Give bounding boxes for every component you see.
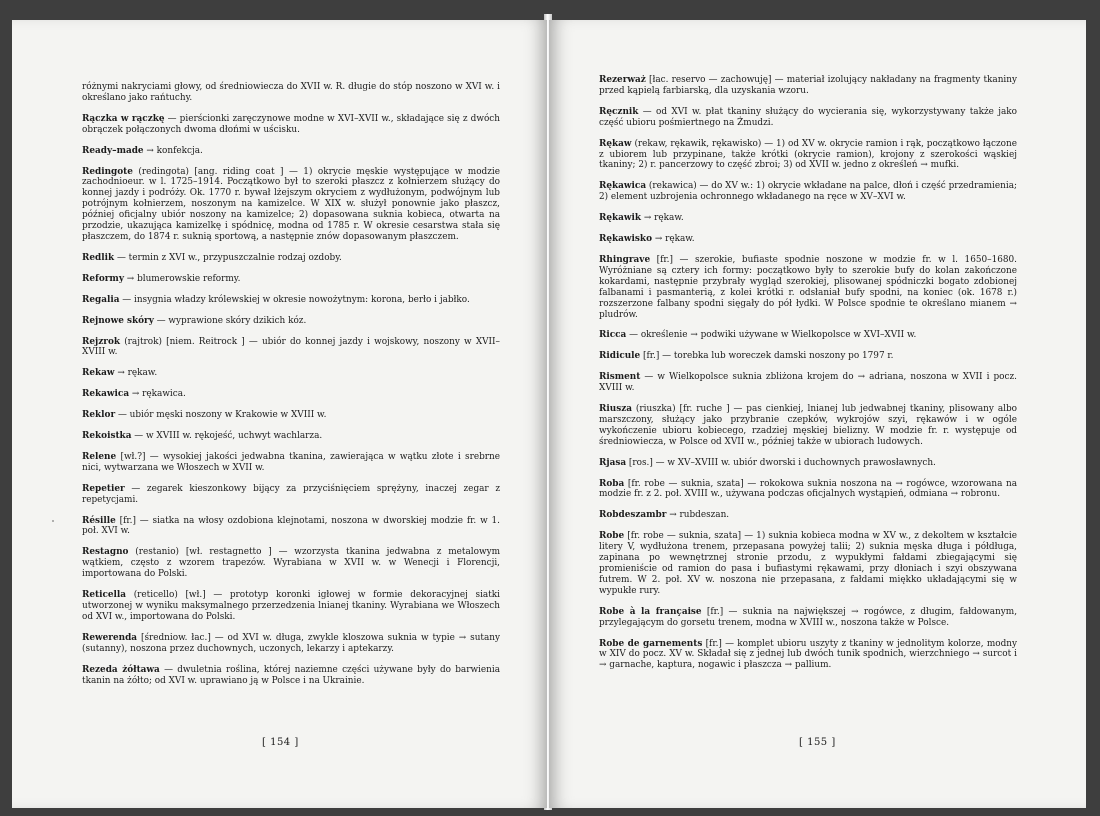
dictionary-entry: [599, 404, 1017, 448]
dictionary-entry: [82, 114, 500, 136]
entry-headword: Robdeszambr: [599, 510, 667, 521]
right-page: [549, 20, 1086, 808]
entry-definition: (riuszka) [fr. ruche ] — pas cienkiej, lnianej lub jedwabnej tkaniny, plisowany albo marszczony, służący jako przybranie czepków, wykrojów szyi, rękawów i w ogóle wykończenie ubioru kobiecego, rzadziej męskiej bielizny. W modzie fr. r. występuje od średniowiecza, w Polsce od XVII w., później także w ubiorach ludowych.: [599, 404, 1017, 447]
entry-headword: Relene: [82, 451, 117, 462]
dictionary-entry: [599, 107, 1017, 129]
entry-definition: → blumerowskie reformy.: [123, 273, 241, 284]
dictionary-entry: [82, 146, 500, 157]
dictionary-entry: [82, 547, 500, 580]
entry-definition: (reticello) [wł.] — prototyp koronki igłowej w formie dekoracyjnej siatki utworzonej w wyniku maksymalnego przerzedzenia lnianej tkaniny. Wyrabiana we Włoszech od XVI w., importowana do Polski.: [82, 590, 500, 622]
dictionary-entry: [599, 75, 1017, 97]
dictionary-entry: [82, 82, 500, 104]
entry-headword: Repetier: [82, 483, 125, 494]
entry-definition: — dwuletnia roślina, której naziemne części używane były do barwienia tkanin na żółto; od XVI w. uprawiano ją w Polsce i na Ukrainie.: [82, 664, 500, 686]
dictionary-entry: [82, 484, 500, 506]
entry-headword: Rękawik: [599, 213, 642, 224]
dictionary-entry: [599, 458, 1017, 469]
entry-definition: → konfekcja.: [143, 145, 203, 156]
dictionary-entry: [599, 372, 1017, 394]
dictionary-entry: [82, 410, 500, 421]
dictionary-entry: [82, 452, 500, 474]
scan-speck: [52, 520, 54, 522]
entry-definition: — zegarek kieszonkowy bijący za przyciśnięciem sprężyny, inaczej zegar z repetycjami.: [82, 483, 500, 505]
dictionary-entry: [82, 431, 500, 442]
dictionary-entry: [82, 368, 500, 379]
entry-definition: [łac. reservo — zachowuję] — materiał izolujący nakładany na fragmenty tkaniny przed kąpielą farbiarską, dla uzyskania wzoru.: [599, 75, 1017, 96]
entry-definition: (rekawica) — do XV w.: 1) okrycie wkładane na palce, dłoń i część przedramienia; 2) element uzbrojenia ochronnego wkładanego na ręce w XV–XVI w.: [599, 181, 1017, 203]
entry-definition: → rękawica.: [129, 389, 186, 400]
entry-definition: [fr.] — komplet ubioru uszyty z tkaniny w jednolitym kolorze, modny w XIV do pocz. XV w. Składał się z jednej lub dwóch tunik spodnich, wierzchniego → surcot i → garnache, kaptura, nogawic i płaszcza → pallium.: [599, 638, 1018, 671]
dictionary-entry: [599, 255, 1017, 320]
entry-headword: Rejzrok: [82, 336, 121, 347]
dictionary-entry: [82, 274, 500, 285]
entry-headword: Robe à la française: [599, 606, 702, 617]
entry-definition: [średniow. łac.] — od XVI w. długa, zwykle kloszowa suknia w typie → sutany (sutanny), noszona przez duchownych, uczonych, lekarzy i aptekarzy.: [82, 632, 500, 654]
entry-headword: Reticella: [82, 590, 127, 601]
entry-headword: Rekaw: [82, 368, 115, 379]
entry-headword: Rjasa: [599, 457, 627, 468]
entry-definition: [fr. robe — suknia, szata] — 1) suknia kobieca modna w XV w., z dekoltem w kształcie litery V, wydłużona trenem, przepasana powyżej talii; 2) suknia męska długa i półdługa, zapinana po wewnętrznej stronie przodu, z wypukłymi fałdami zbiegającymi się promieniście od ramion do pasa i bufiastymi rękawami, przy dłoniach i szyi obszywana futrem. W 2. poł. XV w. noszona nie przepasana, z fałdami miękko układającymi się w wypukłe rury.: [599, 531, 1017, 596]
dictionary-entry: [82, 167, 500, 243]
page-number: [ 154 ]: [262, 737, 299, 748]
entry-headword: Reformy: [82, 273, 124, 284]
entry-headword: Risment: [599, 372, 641, 383]
entry-headword: Rączka w rączkę: [82, 113, 165, 124]
entry-definition: [fr.] — suknia na największej → rogówce, z długim, fałdowanym, przylegającym do gorsetu trenem, modna w XVIII w., noszona także w Polsce.: [599, 606, 1018, 628]
entry-headword: Rękawisko: [599, 234, 652, 245]
entry-headword: Riusza: [599, 404, 632, 415]
entry-definition: — w Wielkopolsce suknia zbliżona krojem do → adriana, noszona w XVII i pocz. XVIII w.: [599, 372, 1017, 394]
dictionary-entry: [82, 295, 500, 306]
entry-headword: Ridicule: [599, 351, 641, 362]
entry-definition: [fr. robe — suknia, szata] — rokokowa suknia noszona na → rogówce, wzorowana na modzie fr. z 2. poł. XVIII w., używana podczas oficjalnych wystąpień, odmiana → robronu.: [599, 478, 1017, 500]
entry-definition: → rękaw.: [652, 234, 695, 245]
dictionary-entry: [599, 479, 1017, 501]
dictionary-entry: [599, 531, 1017, 596]
entry-definition: [fr.] — szerokie, bufiaste spodnie noszone w modzie fr. w l. 1650–1680. Wyróżniane są cztery ich formy: początkowo były to szerokie bufy do kolan zakończone kokardami, następnie przybrały wygląd szerokiej, plisowanej spódniczki bogato zdobionej falbanami i pasmanterią, z kolei krótki r. odsłaniał bufy spodni, na koniec (ok. 1678 r.) rozszerzone falbany spodni sięgały do pół łydki. W Polsce spodnie te określano mianem → pludrów.: [599, 254, 1017, 320]
dictionary-entry: [82, 337, 500, 359]
entry-definition: [fr.] — torebka lub woreczek damski noszony po 1797 r.: [640, 351, 894, 362]
entry-definition: (redingota) [ang. riding coat ] — 1) okrycie męskie występujące w modzie zachodnioeur. w l. 1725–1914. Początkowo był to szeroki płaszcz z kołnierzem służący do konnej jazdy i podróży. Ok. 1770 r. bywał lżejszym okryciem z wydłużonym, podwójnym lub potrójnym kołnierzem, noszonym na kamizelce. W XIX w. służył ponownie jako płaszcz, później oficjalny ubiór noszony na kamizelce; 2) dopasowana suknia kobieca, otwarta na przodzie, ukazująca kamizelkę i spódnicę, modna od 1785 r. W okresie cesarstwa stała się płaszczem, do 1874 r. suknią sportową, a następnie znów dopasowanym płaszczem.: [82, 166, 500, 242]
entry-headword: Regalia: [82, 294, 120, 305]
entry-definition: (rekaw, rękawik, rękawisko) — 1) od XV w. okrycie ramion i rąk, początkowo łączone z ubiorem lub przypinane, także krótki (okrycie ramion), krojony z szerokości wąskiej tkaniny; 2) r. pancerzowy to część zbroi; 3) od XVII w. jedno z określeń → mufki.: [599, 138, 1017, 171]
entry-definition: — termin z XVI w., przypuszczalnie rodzaj ozdoby.: [114, 252, 342, 263]
dictionary-entry: [82, 316, 500, 327]
entry-headword: Rhingrave: [599, 254, 651, 265]
dictionary-entry: [82, 665, 500, 687]
entry-headword: Ricca: [599, 330, 627, 341]
entry-headword: Rekoistka: [82, 431, 132, 442]
dictionary-entry: [599, 234, 1017, 245]
entry-headword: Reklor: [82, 410, 116, 421]
dictionary-entry: [82, 516, 500, 538]
entry-definition: różnymi nakryciami głowy, od średniowiecza do XVII w. R. długie do stóp noszono w XVI w. i określano jako rańtuchy.: [82, 82, 500, 103]
left-page: [12, 20, 547, 808]
entry-headword: Rezeda żółtawa: [82, 664, 160, 675]
dictionary-entry: [82, 253, 500, 264]
page-number: [ 155 ]: [799, 737, 836, 748]
entry-headword: Robe: [599, 531, 625, 542]
left-page-column: [82, 82, 500, 696]
dictionary-entry: [599, 213, 1017, 224]
entry-definition: → rękaw.: [114, 368, 158, 379]
entry-headword: Rewerenda: [82, 632, 138, 643]
entry-headword: Rękaw: [599, 138, 632, 149]
dictionary-entry: [599, 639, 1017, 672]
dictionary-entry: [599, 510, 1017, 521]
entry-headword: Restagno: [82, 547, 129, 558]
dictionary-entry: [82, 389, 500, 400]
dictionary-entry: [599, 139, 1017, 172]
entry-headword: Redlik: [82, 252, 115, 263]
entry-headword: Robe de garnements: [599, 638, 703, 649]
entry-headword: Redingote: [82, 166, 133, 177]
entry-headword: Rejnowe skóry: [82, 315, 154, 326]
entry-definition: — w XVIII w. rękojeść, uchwyt wachlarza.: [131, 431, 323, 442]
entry-definition: — pierścionki zaręczynowe modne w XVI–XVII w., składające się z dwóch obrączek połączonych dwoma dłońmi w uścisku.: [82, 113, 500, 135]
right-page-column: [599, 75, 1017, 681]
dictionary-entry: [82, 633, 500, 655]
entry-definition: — ubiór męski noszony w Krakowie w XVIII w.: [115, 410, 327, 421]
entry-definition: [fr.] — siatka na włosy ozdobiona klejnotami, noszona w dworskiej modzie fr. w 1. poł. XVI w.: [82, 515, 500, 537]
entry-definition: [ros.] — w XV–XVIII w. ubiór dworski i duchownych prawosławnych.: [626, 457, 936, 468]
entry-definition: (rajtrok) [niem. Reitrock ] — ubiór do konnej jazdy i wojskowy, noszony w XVII–XVIII w.: [82, 336, 500, 358]
entry-headword: Ready–made: [82, 145, 144, 156]
entry-headword: Ręcznik: [599, 106, 639, 117]
dictionary-entry: [599, 181, 1017, 203]
dictionary-entry: [599, 607, 1017, 629]
dictionary-entry: [82, 590, 500, 623]
entry-headword: Résille: [82, 515, 116, 526]
entry-definition: [wł.?] — wysokiej jakości jedwabna tkanina, zawierająca w wątku złote i srebrne nici, wytwarzana we Włoszech w XVII w.: [82, 451, 500, 473]
entry-definition: (restanio) [wł. restagnetto ] — wzorzysta tkanina jedwabna z metalowym wątkiem, często z wzorem trapezów. Wyrabiana w XVII w. w Wenecji i Florencji, importowana do Polski.: [82, 547, 500, 580]
entry-definition: → rękaw.: [641, 213, 684, 224]
entry-headword: Roba: [599, 478, 625, 489]
entry-headword: Rękawica: [599, 181, 647, 192]
entry-definition: — określenie → podwiki używane w Wielkopolsce w XVI–XVII w.: [626, 330, 917, 341]
dictionary-entry: [599, 330, 1017, 341]
entry-definition: — wyprawione skóry dzikich kóz.: [153, 315, 307, 326]
entry-definition: — od XVI w. płat tkaniny służący do wycierania się, wykorzystywany także jako część ubioru pośmiertnego na Żmudzi.: [599, 106, 1017, 128]
entry-headword: Rekawica: [82, 389, 130, 400]
entry-definition: — insygnia władzy królewskiej w okresie nowożytnym: korona, berło i jabłko.: [119, 294, 470, 305]
entry-definition: → rubdeszan.: [666, 510, 730, 521]
entry-headword: Rezerważ: [599, 75, 646, 85]
dictionary-entry: [599, 351, 1017, 362]
